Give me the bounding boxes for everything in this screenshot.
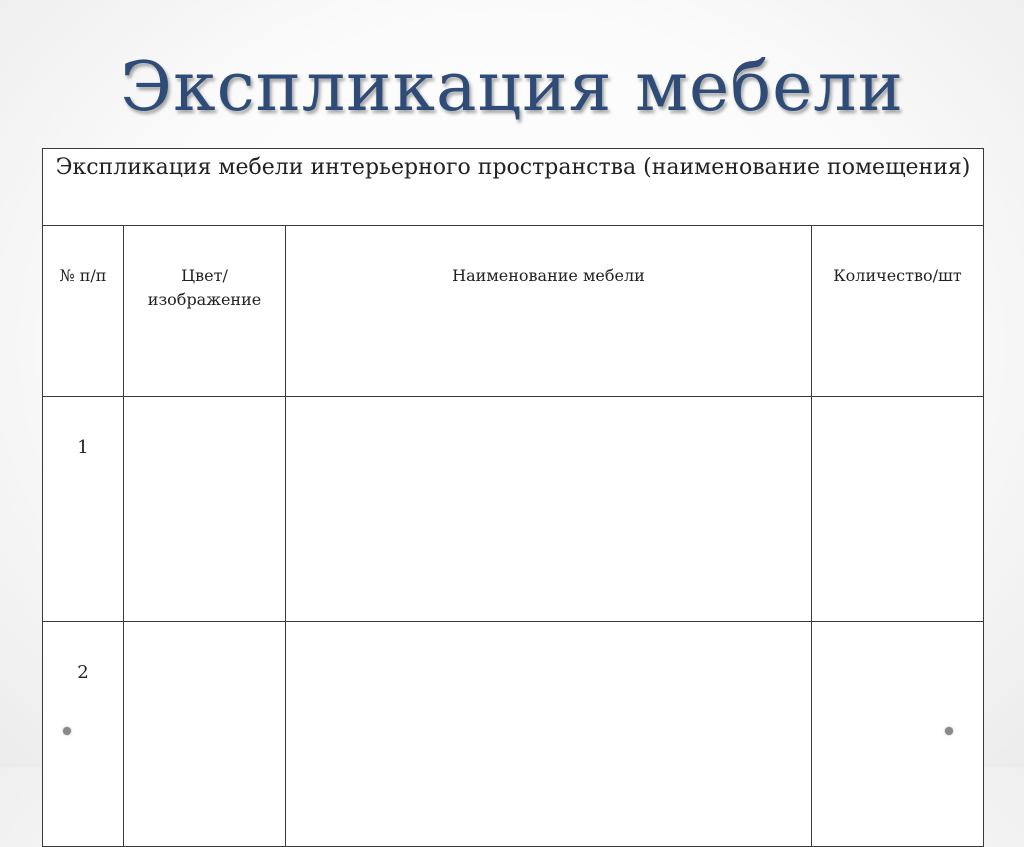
header-color-image: Цвет/ изображение [124, 226, 286, 397]
color-image-cell[interactable] [124, 622, 286, 847]
furniture-name-cell[interactable] [286, 397, 812, 622]
quantity-cell[interactable] [812, 397, 984, 622]
corner-dot-right [945, 727, 953, 735]
table-caption: Экспликация мебели интерьерного пространства (наименование помещения) [43, 149, 984, 226]
header-number: № п/п [43, 226, 124, 397]
header-quantity: Количество/шт [812, 226, 984, 397]
furniture-name-cell[interactable] [286, 622, 812, 847]
row-number-cell[interactable]: 1 [43, 397, 124, 622]
quantity-cell[interactable] [812, 622, 984, 847]
slide-title: Экспликация мебели [120, 48, 904, 127]
table-header-row [43, 226, 984, 397]
corner-dot-left [63, 727, 71, 735]
furniture-explication-table [42, 148, 984, 847]
row-number-cell[interactable]: 2 [43, 622, 124, 847]
table-row [43, 622, 984, 847]
color-image-cell[interactable] [124, 397, 286, 622]
table-caption-row [43, 149, 984, 226]
table-row [43, 397, 984, 622]
header-furniture-name: Наименование мебели [286, 226, 812, 397]
